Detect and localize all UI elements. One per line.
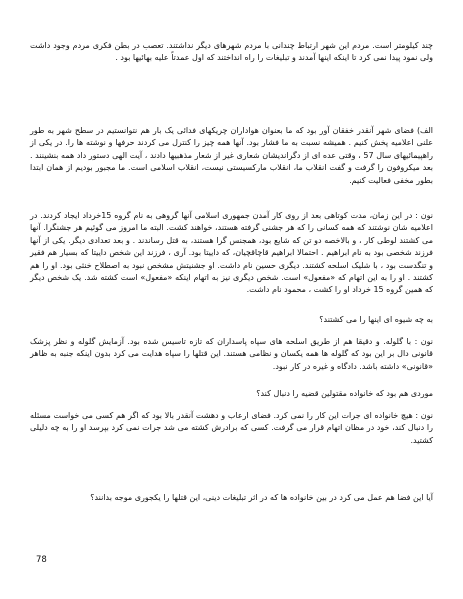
question-family-pursuit: موردی هم بود که خانواده مقتولین قضیه را دنبال کند؟ xyxy=(256,389,433,398)
paragraph-intro: چند کیلومتر است. مردم این شهر ارتباط چندانی با مردم شهرهای دیگر نداشتند. تعصب در بطن فکری مردم وجود داشت ولی نمود پیدا نمی کرد تا اینکه اینها آمدند و تبلیغات را راه انداختند که اول عمدتاً علیه بهائیها بود . xyxy=(30,41,433,63)
paragraph-alef-answer: الف) فضای شهر آنقدر خفقان آور بود که ما بعنوان هواداران چریکهای فدائی یک بار هم نتوانستیم در سطح شهر به طور علنی اعلامیه پخش کنیم . همیشه نسبت به ما فشار بود. آنها همه چیز را کنترل می کردند حرفها و نوشته ها را. در یکی از راهپیمائیهای سال 57 ، وقتی عده ای از دگراندیشان شعاری غیر از شعار مذهبیها دادند ، آیت الهی دستور داد همه بنشینند . بعد میکروفون را گرفت و گفت انقلاب ما، انقلاب مارکسیستی نیست، انقلاب اسلامی است. ما مجبور بودیم از همان ابتدا بطور مخفی فعالیت کنیم. xyxy=(30,126,434,185)
question-propaganda: آیا این فضا هم عمل می کرد در بین خانواده ها که در اثر تبلیغات دینی، این قتلها را یکجوری موجه بدانند؟ xyxy=(90,493,433,502)
paragraph-noon-no-family: نون : هیچ خانواده ای جرات این کار را نمی کرد. فضای ارعاب و دهشت آنقدر بالا بود که اگر هم کسی می خواست مسئله را دنبال کند، خود در مظان اتهام قرار می گرفت. کسی که برادرش کشته می شد جرات نمی کرد بپرسد او را به چه دلیلی کشتید. xyxy=(30,411,433,445)
page-number: 78 xyxy=(36,555,47,565)
question-killing-method: به چه شیوه ای اینها را می کشتند؟ xyxy=(319,315,433,324)
paragraph-noon-answer: نون : در این زمان، مدت کوتاهی بعد از روی کار آمدن جمهوری اسلامی آنها گروهی به نام گروه 15خرداد ایجاد کردند. در اعلامیه شان نوشتند که همه کسانی را که هر جشنی گرفته هستند، خواهند کشت. البته ما امروز می گوئیم هر جشنگرا. آنها می کشتند لوطی کار ، و بالاخصه دو تن که شایع بود، همجنس گرا هستند، به قتل رساندند . و بعد تعدادی دیگر. یکی از آنها فرزند شخصی بود به نام ابراهیم . احتمالا ابراهیم قاچاقچیان، که داییتا بود. آری ، فرزند این شخص داییتا که بسیار هم فقیر و تنگدست بود ، با شلیک اسلحه کشتند. دیگری حسین نام داشت. او جشنیتش مشخص نبود به اصطلاح خنثی بود. او را هم کشتند . او را به این اتهام که «مفعول» است. شخص دیگری نیز به اتهام اینکه «مفعول» است کشته شد. یک شخص دیگر که همین گروه 15 خرداد او را کشت ، محمود نام داشت. xyxy=(30,211,433,295)
paragraph-noon-bullets: نون : با گلوله. و دقیقا هم از طریق اسلحه های سپاه پاسداران که تازه تاسیس شده بود. آزمایش گلوله و نظر پزشک قانونی دال بر این بود که گلوله ها همه یکسان و نظامی هستند. این قتلها را سپاه هدایت می کرد بدون اینکه جنبه به ظاهر «قانونی» داشته باشد. دادگاه و غیره در کار نبود. xyxy=(30,337,433,371)
